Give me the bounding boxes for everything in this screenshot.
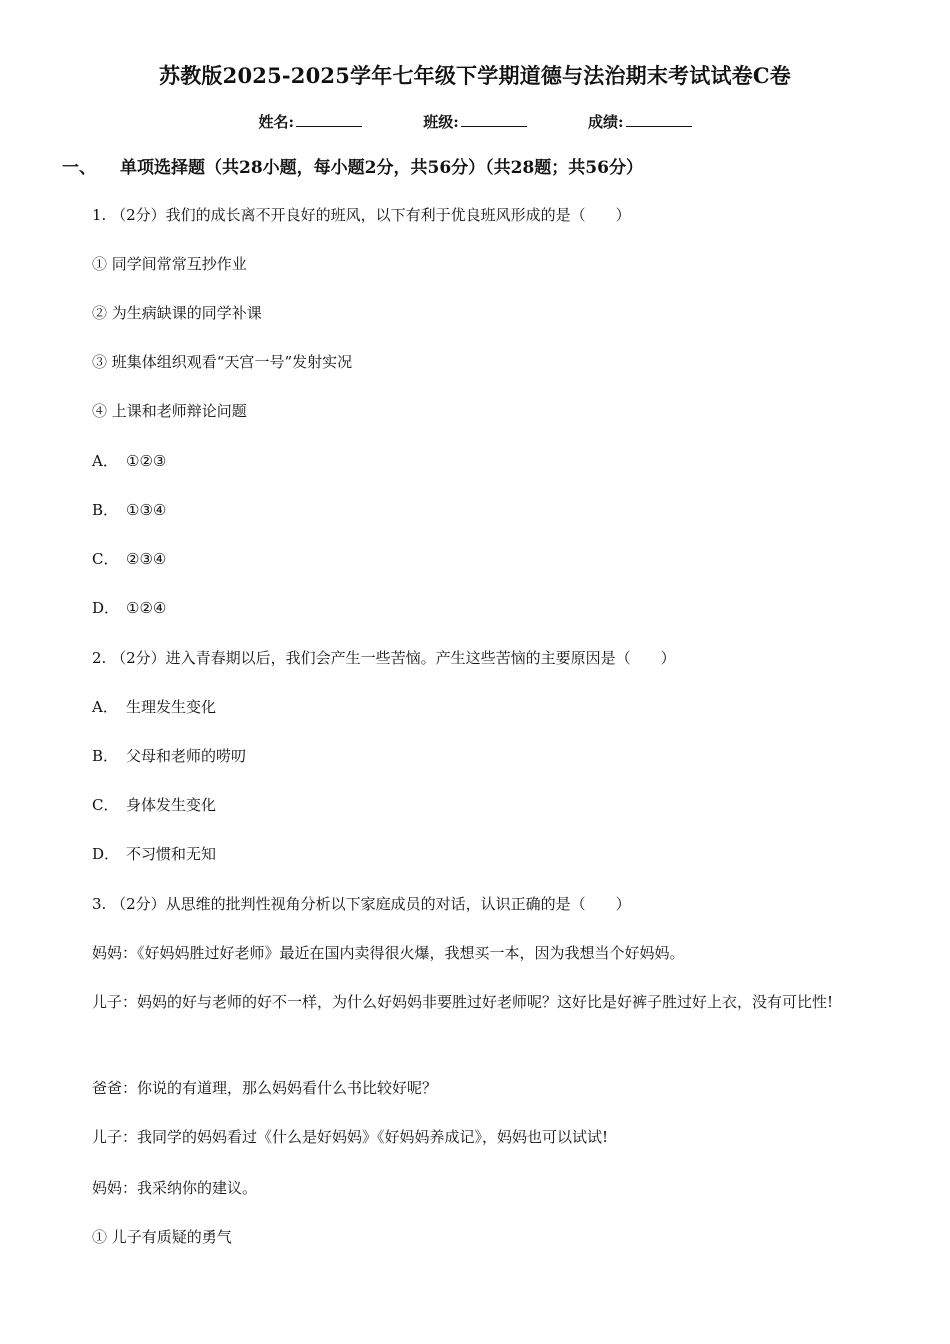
class-field (423, 111, 527, 132)
option-text: ①②④ (126, 599, 167, 617)
q3-dialogue-3: 爸爸：你说的有道理，那么妈妈看什么书比较好呢？ (92, 1079, 438, 1097)
option-text: ①③④ (126, 501, 167, 519)
option-text: 父母和老师的唠叨 (126, 747, 247, 765)
name-field (258, 111, 362, 132)
score-blank (626, 112, 692, 127)
q3-dialogue-4: 儿子：我同学的妈妈看过《什么是好妈妈》《好妈妈养成记》，妈妈也可以试试! (92, 1128, 609, 1146)
q3-dialogue-1: 妈妈：《好妈妈胜过好老师》最近在国内卖得很火爆，我想买一本，因为我想当个好妈妈。 (92, 944, 685, 962)
q1-statement-3: ③ 班集体组织观看“天宫一号”发射实况 (92, 353, 353, 371)
option-text: 不习惯和无知 (126, 845, 217, 863)
q1-option-a (92, 451, 166, 471)
q2-option-a (92, 697, 216, 717)
option-letter: D． (92, 845, 120, 863)
section-number: 一、 (62, 158, 96, 178)
q1-option-c (92, 549, 166, 569)
section-heading (62, 153, 643, 178)
student-info-row (0, 111, 950, 132)
score-label: 成绩: (588, 113, 624, 131)
q1-option-d (92, 598, 166, 618)
score-field (588, 111, 692, 132)
name-label: 姓名: (258, 113, 294, 131)
q1-statement-2: ② 为生病缺课的同学补课 (92, 304, 262, 322)
name-blank (296, 112, 362, 127)
q1-option-b (92, 500, 166, 520)
q2-option-c (92, 795, 216, 815)
option-letter: C． (92, 796, 119, 814)
q1-statement-1: ① 同学间常常互抄作业 (92, 255, 247, 273)
q1-statement-4: ④ 上课和老师辩论问题 (92, 402, 247, 420)
q3-dialogue-5: 妈妈：我采纳你的建议。 (92, 1179, 258, 1197)
option-text: ②③④ (126, 550, 167, 568)
question-3-stem: 3. （2分）从思维的批判性视角分析以下家庭成员的对话，认识正确的是（ ） (92, 895, 631, 913)
option-text: ①②③ (126, 452, 167, 470)
option-letter: A． (92, 698, 118, 716)
option-letter: A． (92, 452, 118, 470)
option-text: 生理发生变化 (126, 698, 217, 716)
section-title: 单项选择题（共28小题，每小题2分，共56分）（共28题；共56分） (120, 158, 643, 178)
q2-option-b (92, 746, 246, 766)
q2-option-d (92, 844, 216, 864)
class-label: 班级: (423, 113, 459, 131)
option-letter: D． (92, 599, 120, 617)
q3-dialogue-2: 儿子：妈妈的好与老师的好不一样，为什么好妈妈非要胜过好老师呢？这好比是好裤子胜过好上衣，没有可比性! (92, 993, 834, 1011)
option-letter: C． (92, 550, 119, 568)
class-blank (461, 112, 527, 127)
exam-title: 苏教版2025-2025学年七年级下学期道德与法治期末考试试卷C卷 (159, 63, 791, 88)
option-letter: B． (92, 501, 119, 519)
question-2-stem: 2. （2分）进入青春期以后，我们会产生一些苦恼。产生这些苦恼的主要原因是（ ） (92, 649, 676, 667)
q3-statement-1: ① 儿子有质疑的勇气 (92, 1228, 232, 1246)
question-1-stem: 1. （2分）我们的成长离不开良好的班风，以下有利于优良班风形成的是（ ） (92, 206, 631, 224)
option-letter: B． (92, 747, 119, 765)
option-text: 身体发生变化 (126, 796, 217, 814)
